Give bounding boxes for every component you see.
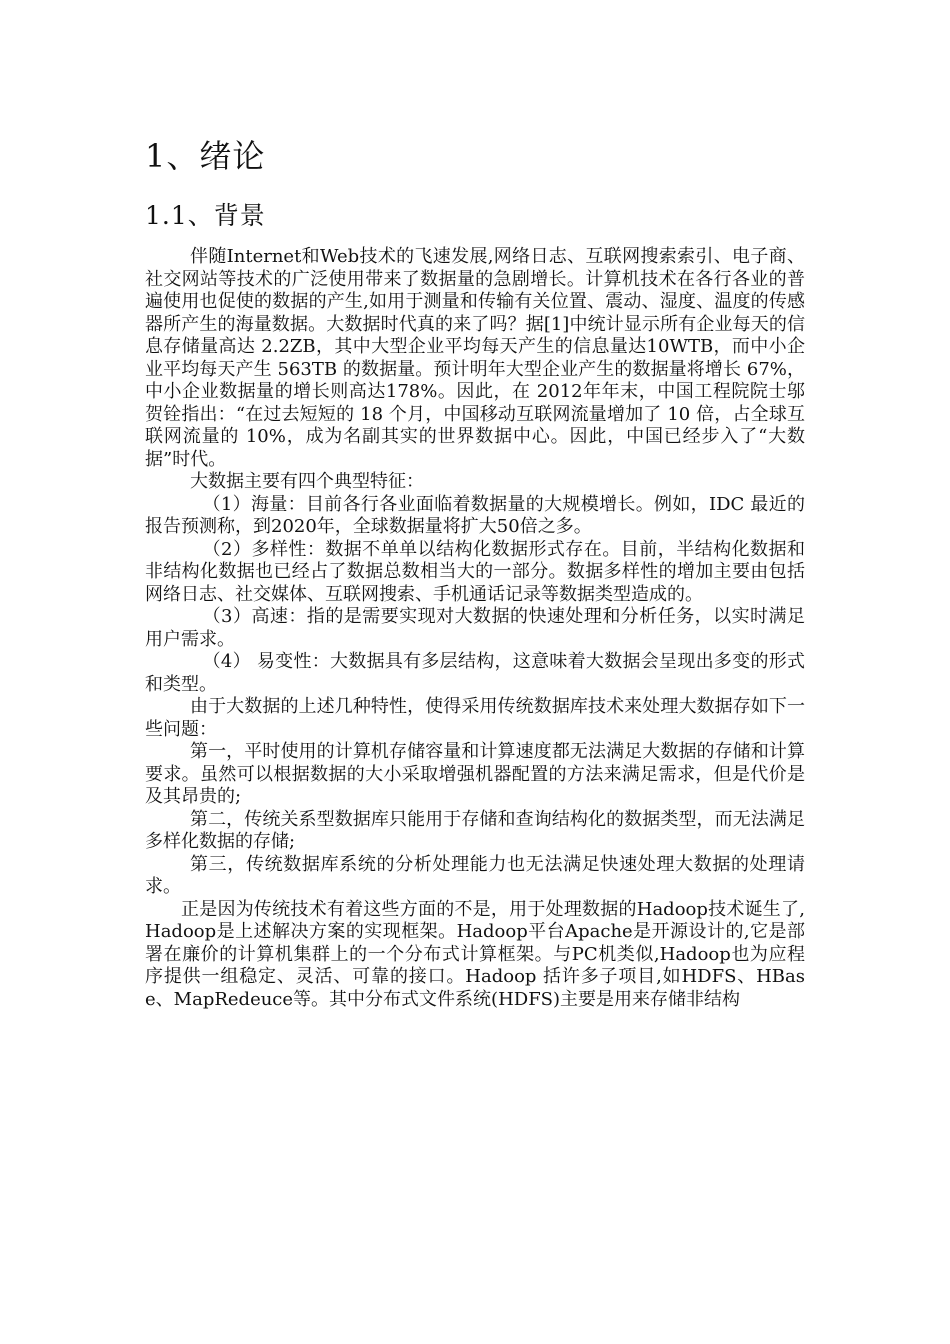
paragraph-feature-velocity: （3）高速：指的是需要实现对大数据的快速处理和分析任务，以实时满足用户需求。	[145, 606, 805, 650]
paragraph-problems-intro: 由于大数据的上述几种特性，使得采用传统数据库技术来处理大数据存如下一些问题：	[145, 696, 805, 740]
paragraph-problem-third: 第三，传统数据库系统的分析处理能力也无法满足快速处理大数据的处理请求。	[145, 853, 805, 897]
paragraph-problem-first: 第一，平时使用的计算机存储容量和计算速度都无法满足大数据的存储和计算要求。虽然可以根据数据的大小采取增强机器配置的方法来满足需求，但是代价是及其昂贵的;	[145, 741, 805, 807]
document-body	[145, 130, 805, 1011]
chapter-heading: 1、绪论	[145, 137, 266, 175]
paragraph-problem-second: 第二，传统关系型数据库只能用于存储和查询结构化的数据类型，而无法满足多样化数据的存储;	[145, 808, 805, 852]
paragraph-hadoop: 正是因为传统技术有着这些方面的不是，用于处理数据的Hadoop技术诞生了,Hadoop是上述解决方案的实现框架。Hadoop平台Apache是开源设计的,它是部署在廉价的计算机集群上的一个分布式计算框架。与PC机类似,Hadoop也为应程序提供一组稳定、灵活、可靠的接口。Hadoop 括许多子项目,如HDFS、HBase、MapRedeuce等。其中分布式文件系统(HDFS)主要是用来存储非结构	[145, 898, 805, 1010]
paragraph-feature-volume: （1）海量：目前各行各业面临着数据量的大规模增长。例如，IDC 最近的报告预测称，到2020年，全球数据量将扩大50倍之多。	[145, 493, 805, 537]
paragraph-four-features: 大数据主要有四个典型特征：	[190, 471, 424, 492]
section-heading: 1.1、背景	[145, 201, 266, 230]
paragraph-background-intro: 伴随Internet和Web技术的飞速发展,网络日志、互联网搜索索引、电子商、社交网站等技术的广泛使用带来了数据量的急剧增长。计算机技术在各行各业的普遍使用也促使的数据的产生,如用于测量和传输有关位置、震动、湿度、温度的传感器所产生的海量数据。大数据时代真的来了吗？据[1]中统计显示所有企业每天的信息存储量高达 2.2ZB，其中大型企业平均每天产生的信息量达10WTB，而中小企业平均每天产生 563TB 的数据量。预计明年大型企业产生的数据量将增长 67%，中小企业数据量的增长则高达178%。因此，在 2012年年末，中国工程院院士邬贺铨指出：“在过去短短的 18 个月，中国移动互联网流量增加了 10 倍，占全球互联网流量的 10%，成为名副其实的世界数据中心。因此，中国已经步入了“大数据”时代。	[145, 246, 805, 470]
paragraph-feature-variety: （2）多样性：数据不单单以结构化数据形式存在。目前，半结构化数据和非结构化数据也已经占了数据总数相当大的一部分。数据多样性的增加主要由包括网络日志、社交媒体、互联网搜索、手机通话记录等数据类型造成的。	[145, 538, 805, 605]
paragraph-feature-variability: （4） 易变性：大数据具有多层结构，这意味着大数据会呈现出多变的形式和类型。	[145, 651, 805, 695]
